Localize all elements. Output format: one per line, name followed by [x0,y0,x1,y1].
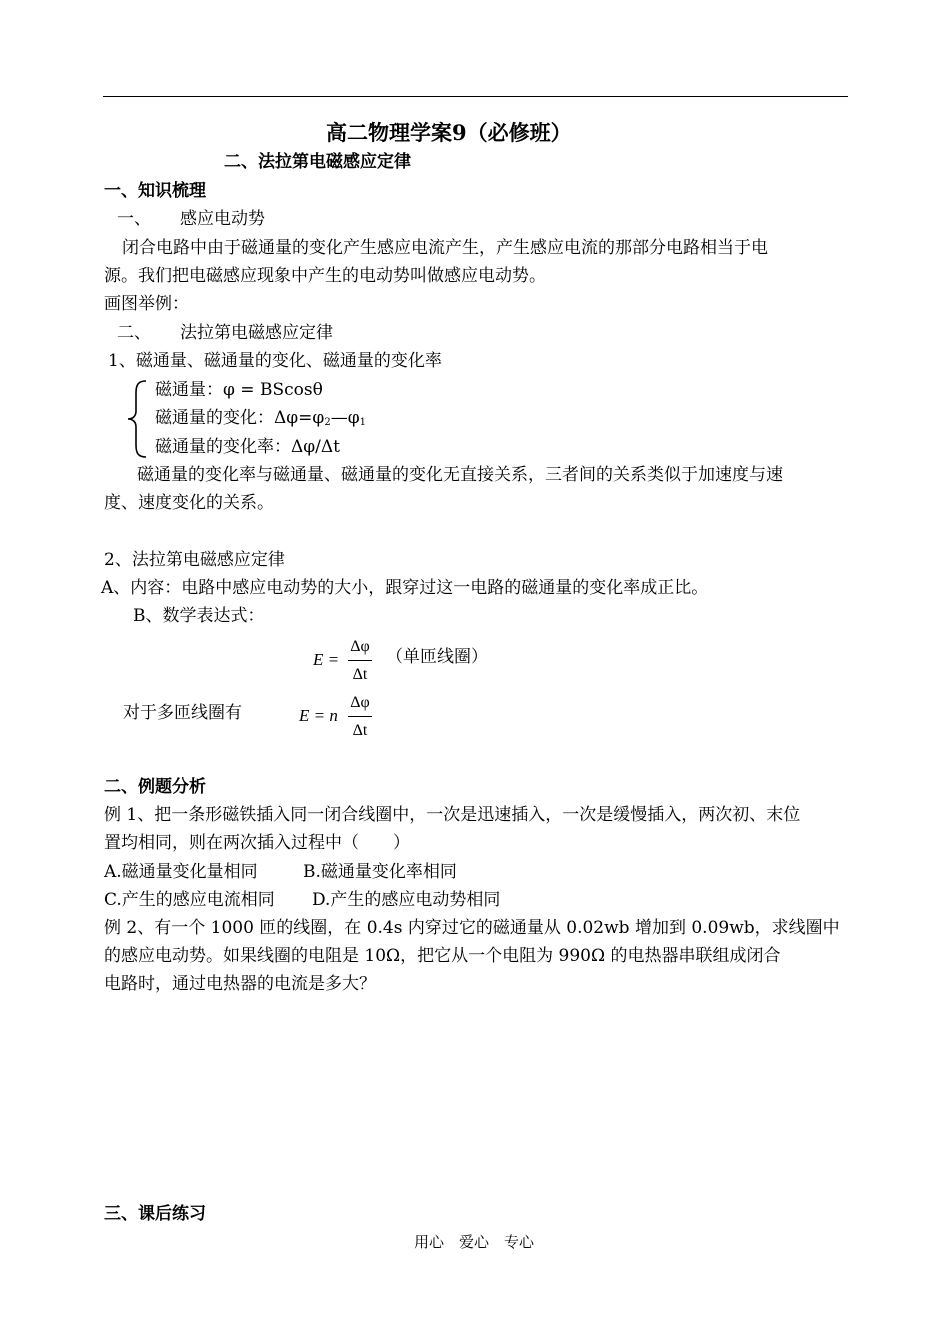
example2-line1: 例 2、有一个 1000 匝的线圈，在 0.4s 内穿过它的磁通量从 0.02wb 增加到 0.09wb，求线圈中 [104,918,840,938]
formula1-denominator: Δt [352,666,368,683]
formula1-lhs: E = [313,650,340,669]
option-a: A.磁通量变化量相同 [104,862,258,882]
formula1-fraction-bar [348,660,372,661]
formula1-numerator: Δφ [350,638,370,655]
item1-number: 一、 [117,209,151,229]
item1-label: 感应电动势 [180,209,265,229]
page-subtitle: 二、法拉第电磁感应定律 [224,152,411,172]
option-b: B.磁通量变化率相同 [303,862,457,882]
page-footer: 用心 爱心 专心 [414,1233,535,1251]
example1-line2: 置均相同，则在两次插入过程中（ ） [104,833,410,853]
subsection-faraday-law: 2、法拉第电磁感应定律 [104,550,285,570]
subsection-flux: 1、磁通量、磁通量的变化、磁通量的变化率 [108,351,442,371]
example2-line2: 的感应电动势。如果线圈的电阻是 10Ω，把它从一个电阻为 990Ω 的电热器串联组成闭合 [104,946,781,966]
section-heading-exercises: 三、课后练习 [104,1204,206,1224]
paragraph-emf-line1: 闭合电路中由于磁通量的变化产生感应电流产生，产生感应电流的那部分电路相当于电 [122,238,768,258]
paragraph-relation-line1: 磁通量的变化率与磁通量、磁通量的变化无直接关系，三者间的关系类似于加速度与速 [137,465,783,485]
formula2-denominator: Δt [352,722,368,739]
definition-flux-change: 磁通量的变化：$\Delta\varphi=\varphi_2—\varphi_1$ [155,408,366,428]
paragraph-relation-line2: 度、速度变化的关系。 [104,493,274,513]
header-rule [103,96,848,97]
option-c: C.产生的感应电流相同 [104,890,275,910]
curly-brace-icon [126,379,148,459]
section-heading-knowledge: 一、知识梳理 [104,181,206,201]
math-expression-label: B、数学表达式： [133,606,265,626]
formula2-fraction-bar [348,716,372,717]
multi-turn-label: 对于多匝线圈有 [123,703,242,723]
draw-example-label: 画图举例： [104,294,189,314]
example1-line1: 例 1、把一条形磁铁插入同一闭合线圈中，一次是迅速插入，一次是缓慢插入，两次初、末位 [104,805,801,825]
item2-number: 二、 [117,323,151,343]
definition-flux-rate: 磁通量的变化率：Δφ/Δt [155,437,341,457]
option-d: D.产生的感应电动势相同 [312,890,501,910]
paragraph-emf-line2: 源。我们把电磁感应现象中产生的电动势叫做感应电动势。 [104,266,546,286]
section-heading-examples: 二、例题分析 [104,777,206,797]
formula1-note: （单匝线圈） [386,647,488,667]
law-content: A、内容：电路中感应电动势的大小，跟穿过这一电路的磁通量的变化率成正比。 [101,578,709,598]
formula2-lhs: E = n [299,706,338,725]
page-title: 高二物理学案9（必修班） [326,120,572,145]
example2-line3: 电路时，通过电热器的电流是多大？ [104,974,376,994]
item2-label: 法拉第电磁感应定律 [180,323,333,343]
definition-flux: 磁通量：φ = BScosθ [155,380,323,400]
formula2-numerator: Δφ [350,694,370,711]
